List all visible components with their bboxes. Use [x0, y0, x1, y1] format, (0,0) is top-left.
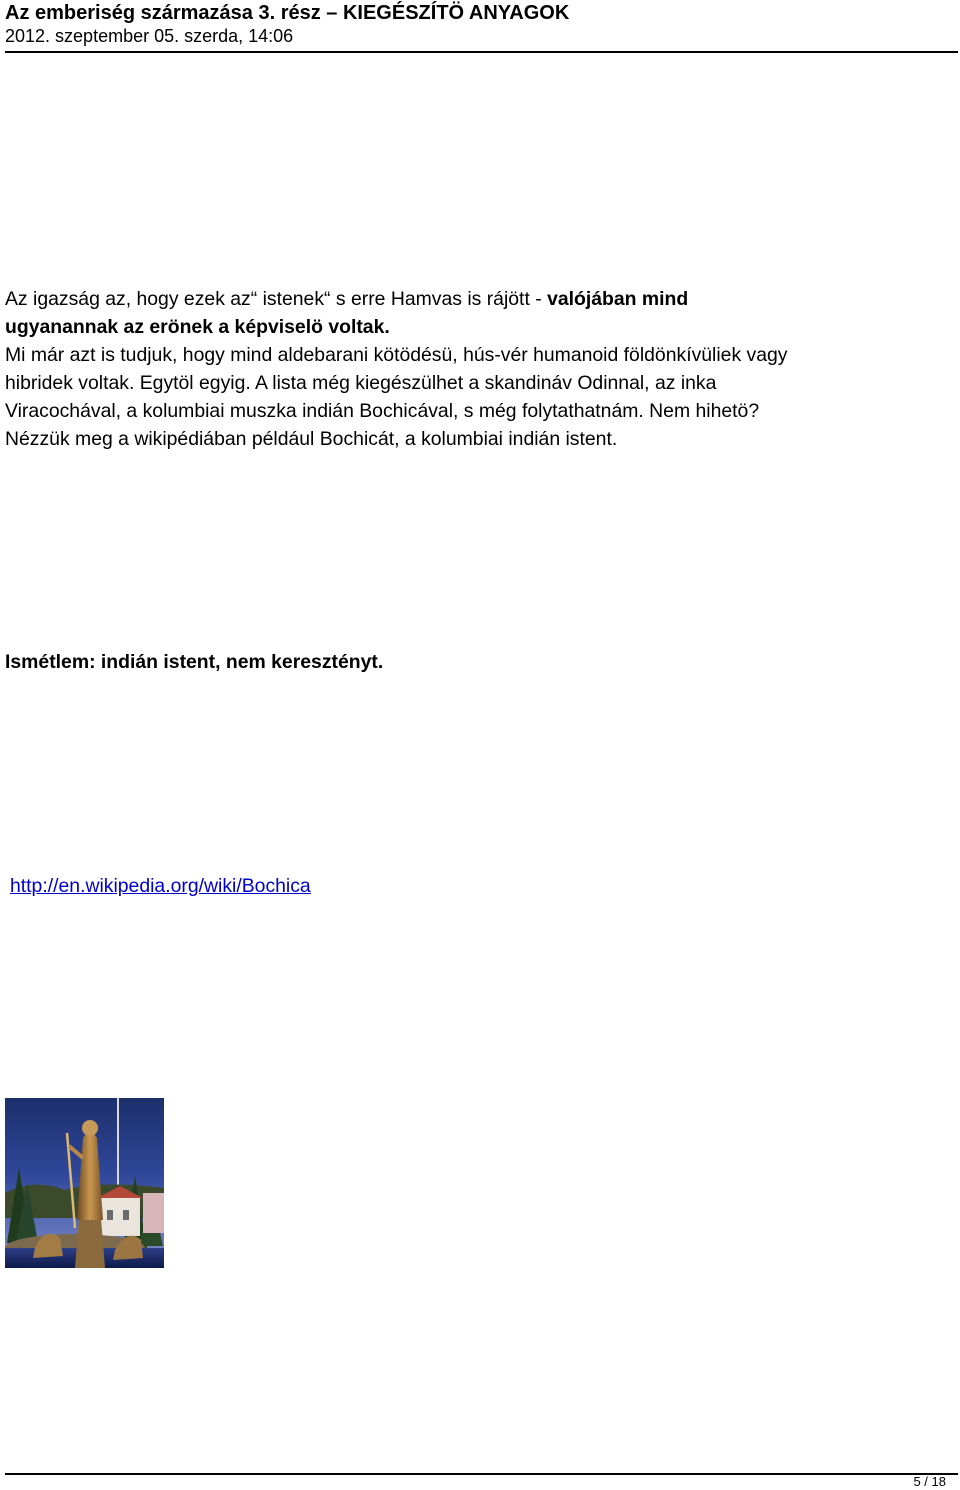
- footer-divider: [5, 1473, 958, 1475]
- article-date: 2012. szeptember 05. szerda, 14:06: [5, 26, 294, 46]
- paragraph-line: Mi már azt is tudjuk, hogy mind aldebarani kötödésü, hús-vér humanoid földönkívüliek vagy: [5, 344, 788, 366]
- paragraph-line: Viracochával, a kolumbiai muszka indián Bochicával, s még folytathatnám. Nem hihetö?: [5, 400, 760, 422]
- paragraph-bold-text: valójában mind: [547, 288, 689, 310]
- article-title: Az emberiség származása 3. rész – KIEGÉSZÍTÖ ANYAGOK: [5, 2, 570, 24]
- paragraph-line: [5, 285, 955, 313]
- paragraph-line: [5, 313, 955, 341]
- paragraph-line: hibridek voltak. Egytöl egyig. A lista még kiegészülhet a skandináv Odinnal, az inka: [5, 372, 717, 394]
- body-paragraph: [5, 285, 955, 453]
- paragraph-line: Nézzük meg a wikipédiában például Bochicát, a kolumbiai indián istent.: [5, 428, 618, 450]
- bochica-statue-photo: [5, 1098, 164, 1268]
- page-number: 5 / 18: [913, 1474, 946, 1489]
- wikipedia-link[interactable]: http://en.wikipedia.org/wiki/Bochica: [10, 875, 311, 897]
- emphasis-line: Ismétlem: indián istent, nem keresztényt.: [5, 651, 384, 673]
- paragraph-bold-text: ugyanannak az erönek a képviselö voltak.: [5, 316, 390, 338]
- header-divider: [5, 51, 958, 53]
- paragraph-text: Az igazság az, hogy ezek az“ istenek“ s erre Hamvas is rájött -: [5, 288, 548, 310]
